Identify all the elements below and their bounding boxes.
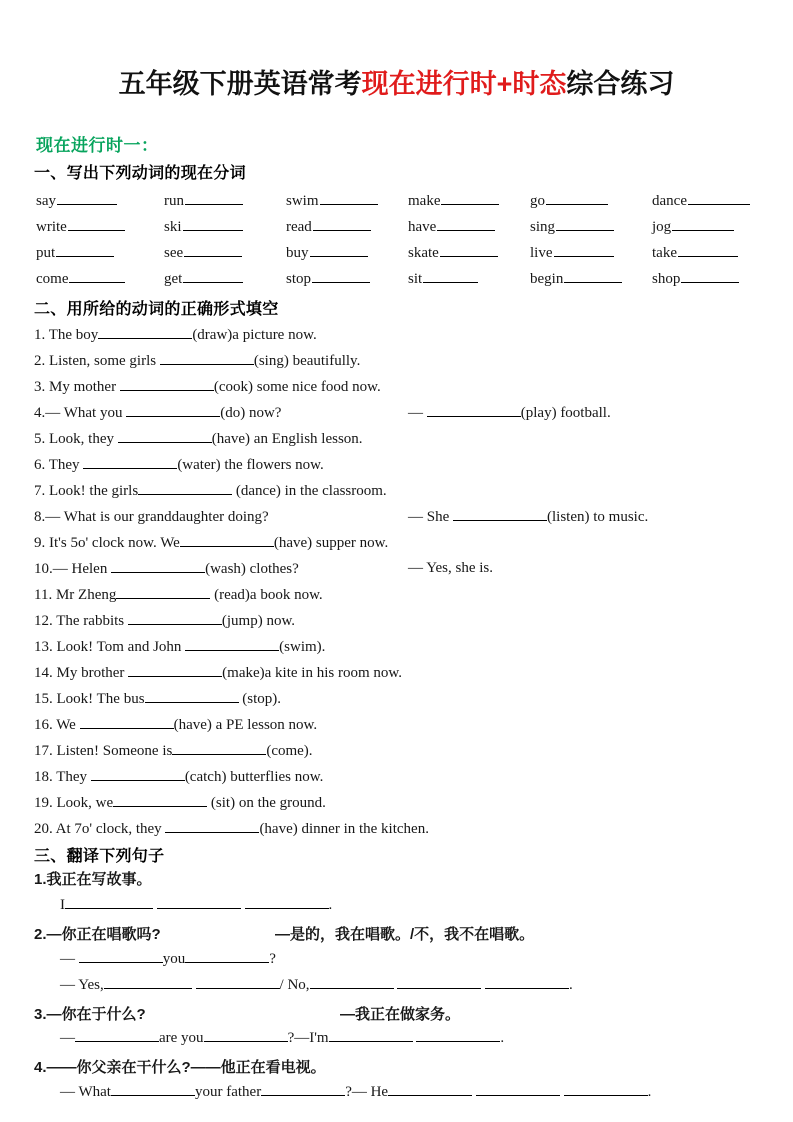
verb-label: write: [36, 219, 67, 235]
verb-label: sit: [408, 271, 423, 287]
answer-blank[interactable]: [185, 950, 269, 963]
verb-label: read: [286, 219, 312, 235]
answer-blank[interactable]: [128, 612, 222, 625]
answer-text: you: [162, 951, 186, 967]
subsection-heading: 现在进行时一：: [36, 136, 159, 155]
question-row[interactable]: [34, 768, 323, 786]
answer-blank[interactable]: [476, 1083, 560, 1096]
question-text: 8.— What is our granddaughter doing?: [34, 509, 269, 525]
answer-blank[interactable]: [65, 896, 153, 909]
question-row[interactable]: [34, 586, 323, 604]
verb-cell[interactable]: [164, 192, 243, 210]
question-text: (do) now?: [220, 405, 282, 421]
verb-cell[interactable]: [530, 244, 614, 262]
question-text: 4.— What you: [34, 405, 127, 421]
question-text: 13. Look! Tom and John: [34, 639, 186, 655]
verb-cell[interactable]: [530, 218, 614, 236]
verb-blank[interactable]: [688, 192, 750, 205]
question-text: (have) a PE lesson now.: [173, 717, 318, 733]
question-text: (cook) some nice food now.: [213, 379, 381, 395]
verb-blank[interactable]: [57, 192, 117, 205]
verb-row: [36, 244, 758, 270]
verb-label: dance: [652, 193, 687, 209]
answer-blank[interactable]: [160, 352, 254, 365]
verb-blank[interactable]: [69, 270, 125, 283]
answer-blank[interactable]: [145, 690, 239, 703]
question-row[interactable]: [34, 508, 269, 526]
verb-blank[interactable]: [184, 244, 242, 257]
verb-label: put: [36, 245, 56, 261]
verb-label: make: [408, 193, 441, 209]
answer-text: .: [328, 897, 333, 913]
verb-blank[interactable]: [546, 192, 608, 205]
title-prefix: 五年级下册英语常考: [118, 69, 362, 99]
verb-cell[interactable]: [164, 244, 242, 262]
verb-label: ski: [164, 219, 182, 235]
verb-blank[interactable]: [313, 218, 371, 231]
answer-text: — What: [60, 1084, 111, 1100]
verb-row: [36, 270, 758, 296]
question-row[interactable]: [34, 742, 313, 760]
verb-blank[interactable]: [672, 218, 734, 231]
verb-label: skate: [408, 245, 439, 261]
answer-blank[interactable]: [111, 560, 205, 573]
question-row[interactable]: [34, 352, 360, 370]
section-2-heading: 二、用所给的动词的正确形式填空: [34, 301, 279, 318]
answer-text: / No,: [279, 977, 310, 993]
question-text: (come).: [266, 743, 313, 759]
verb-blank[interactable]: [183, 270, 243, 283]
translate-prompt: 4.——你父亲在干什么?——他正在看电视。: [34, 1059, 326, 1076]
answer-text: —: [60, 951, 79, 967]
verb-label: take: [652, 245, 677, 261]
title-highlight: 现在进行时+时态: [361, 69, 567, 99]
question-text: 18. They: [34, 769, 91, 785]
question-text: (draw)a picture now.: [192, 327, 317, 343]
question-text: 16. We: [34, 717, 80, 733]
question-text: — Yes, she is.: [408, 560, 494, 576]
answer-blank[interactable]: [98, 326, 192, 339]
translate-prompt: 1.我正在写故事。: [34, 871, 152, 888]
answer-text: .: [569, 977, 573, 993]
answer-blank[interactable]: [261, 1083, 345, 1096]
verb-blank[interactable]: [554, 244, 614, 257]
verb-cell[interactable]: [652, 192, 750, 210]
title-suffix: 综合练习: [566, 69, 675, 99]
question-row[interactable]: [34, 534, 388, 552]
question-row[interactable]: [34, 430, 363, 448]
verb-cell[interactable]: [286, 218, 371, 236]
question-text: (jump) now.: [221, 613, 296, 629]
question-text: 12. The rabbits: [34, 613, 128, 629]
question-text: (have) supper now.: [273, 535, 389, 551]
question-text: 1. The boy: [34, 327, 99, 343]
answer-blank[interactable]: [196, 976, 280, 989]
question-text: (play) football.: [520, 405, 611, 421]
verb-blank[interactable]: [312, 270, 370, 283]
verb-cell[interactable]: [652, 218, 734, 236]
answer-blank[interactable]: [485, 976, 569, 989]
verb-blank[interactable]: [183, 218, 243, 231]
verb-cell[interactable]: [286, 270, 370, 288]
verb-grid: [36, 192, 758, 296]
answer-blank[interactable]: [185, 638, 279, 651]
answer-blank[interactable]: [126, 404, 220, 417]
answer-blank[interactable]: [245, 896, 329, 909]
verb-cell[interactable]: [408, 192, 499, 210]
answer-blank[interactable]: [204, 1029, 288, 1042]
answer-text: .: [647, 1084, 652, 1100]
question-text: 19. Look, we: [34, 795, 114, 811]
question-row[interactable]: [34, 690, 281, 708]
answer-text: your father: [194, 1084, 262, 1100]
question-row-right: [408, 560, 493, 577]
verb-blank[interactable]: [440, 244, 498, 257]
answer-blank[interactable]: [138, 482, 232, 495]
question-text: (have) an English lesson.: [211, 431, 363, 447]
translate-prompt-right: —是的，我在唱歌。/不，我不在唱歌。: [275, 926, 535, 943]
question-text: (catch) butterflies now.: [184, 769, 324, 785]
answer-blank[interactable]: [180, 534, 274, 547]
question-text: 11. Mr Zheng: [34, 587, 117, 603]
page-title: [0, 62, 793, 101]
question-text: 5. Look, they: [34, 431, 118, 447]
answer-text: ?—I'm: [287, 1030, 329, 1046]
question-text: (listen) to music.: [547, 509, 649, 525]
verb-cell[interactable]: [36, 270, 125, 288]
answer-blank[interactable]: [79, 950, 163, 963]
translate-prompt: 2.—你正在唱歌吗?: [34, 926, 161, 943]
question-text: (read)a book now.: [210, 587, 323, 603]
verb-label: come: [36, 271, 69, 287]
verb-cell[interactable]: [408, 270, 478, 288]
section-1-heading: 一、写出下列动词的现在分词: [34, 165, 246, 182]
question-row[interactable]: [34, 482, 387, 500]
question-text: 6. They: [34, 457, 84, 473]
question-row-right[interactable]: [408, 508, 648, 526]
question-text: 15. Look! The bus: [34, 691, 145, 707]
verb-blank[interactable]: [185, 192, 243, 205]
answer-blank[interactable]: [116, 586, 210, 599]
translate-answer-row[interactable]: [60, 1029, 504, 1047]
section-3-heading: 三、翻译下列句子: [34, 848, 165, 865]
question-text: (swim).: [279, 639, 326, 655]
verb-cell[interactable]: [530, 270, 622, 288]
verb-label: go: [530, 193, 545, 209]
translate-answer-row[interactable]: [60, 1083, 651, 1101]
answer-blank[interactable]: [397, 976, 481, 989]
verb-blank[interactable]: [681, 270, 739, 283]
answer-blank[interactable]: [113, 794, 207, 807]
verb-label: begin: [530, 271, 564, 287]
verb-blank[interactable]: [423, 270, 478, 283]
question-row[interactable]: [34, 820, 429, 838]
answer-blank[interactable]: [128, 664, 222, 677]
question-text: (dance) in the classroom.: [232, 483, 387, 499]
answer-text: .: [500, 1030, 505, 1046]
verb-cell[interactable]: [408, 244, 498, 262]
verb-label: say: [36, 193, 56, 209]
verb-row: [36, 218, 758, 244]
answer-text: ?— He: [345, 1084, 389, 1100]
answer-blank[interactable]: [75, 1029, 159, 1042]
verb-cell[interactable]: [530, 192, 608, 210]
question-text: (have) dinner in the kitchen.: [259, 821, 429, 837]
answer-text: —: [60, 1030, 75, 1046]
translate-prompt-right: —我正在做家务。: [340, 1006, 461, 1023]
answer-blank[interactable]: [120, 378, 214, 391]
question-text: (sing) beautifully.: [253, 353, 361, 369]
answer-blank[interactable]: [83, 456, 177, 469]
answer-text: ?: [269, 951, 276, 967]
question-text: (stop).: [238, 691, 282, 707]
answer-blank[interactable]: [80, 716, 174, 729]
verb-cell[interactable]: [36, 218, 125, 236]
verb-label: swim: [286, 193, 319, 209]
answer-blank[interactable]: [91, 768, 185, 781]
answer-blank[interactable]: [427, 404, 521, 417]
verb-blank[interactable]: [56, 244, 114, 257]
verb-blank[interactable]: [556, 218, 614, 231]
question-text: 9. It's 5o' clock now. We: [34, 535, 180, 551]
question-row-right[interactable]: [408, 404, 611, 422]
answer-blank[interactable]: [453, 508, 547, 521]
question-text: (wash) clothes?: [205, 561, 299, 577]
verb-blank[interactable]: [68, 218, 125, 231]
translate-answer-row[interactable]: [60, 896, 332, 914]
verb-cell[interactable]: [286, 192, 378, 210]
verb-label: have: [408, 219, 437, 235]
verb-label: buy: [286, 245, 309, 261]
question-row[interactable]: [34, 612, 295, 630]
verb-label: see: [164, 245, 184, 261]
answer-text: are you: [159, 1030, 204, 1046]
verb-label: live: [530, 245, 553, 261]
verb-blank[interactable]: [320, 192, 378, 205]
question-text: 20. At 7o' clock, they: [34, 821, 166, 837]
answer-blank[interactable]: [416, 1029, 500, 1042]
question-row[interactable]: [34, 404, 281, 422]
answer-blank[interactable]: [118, 430, 212, 443]
question-text: (sit) on the ground.: [207, 795, 326, 811]
translate-answer-row[interactable]: [60, 950, 276, 968]
verb-cell[interactable]: [652, 270, 739, 288]
verb-cell[interactable]: [36, 192, 117, 210]
question-text: 17. Listen! Someone is: [34, 743, 173, 759]
question-row[interactable]: [34, 664, 402, 682]
answer-blank[interactable]: [329, 1029, 413, 1042]
verb-cell[interactable]: [286, 244, 368, 262]
verb-label: shop: [652, 271, 681, 287]
question-row[interactable]: [34, 716, 317, 734]
verb-blank[interactable]: [310, 244, 368, 257]
verb-cell[interactable]: [408, 218, 495, 236]
question-row[interactable]: [34, 794, 326, 812]
question-text: — She: [408, 509, 453, 525]
answer-blank[interactable]: [111, 1083, 195, 1096]
answer-blank[interactable]: [172, 742, 266, 755]
verb-label: jog: [652, 219, 672, 235]
question-text: (water) the flowers now.: [177, 457, 324, 473]
question-row[interactable]: [34, 638, 325, 656]
answer-blank[interactable]: [165, 820, 259, 833]
verb-cell[interactable]: [652, 244, 738, 262]
verb-row: [36, 192, 758, 218]
answer-blank[interactable]: [388, 1083, 472, 1096]
question-row[interactable]: [34, 326, 317, 344]
verb-blank[interactable]: [441, 192, 499, 205]
question-row[interactable]: [34, 378, 381, 396]
verb-blank[interactable]: [678, 244, 738, 257]
answer-blank[interactable]: [157, 896, 241, 909]
answer-text: — Yes,: [60, 977, 104, 993]
answer-blank[interactable]: [104, 976, 192, 989]
translate-prompt: 3.—你在于什么?: [34, 1006, 146, 1023]
answer-blank[interactable]: [310, 976, 394, 989]
question-text: 3. My mother: [34, 379, 120, 395]
verb-cell[interactable]: [164, 270, 243, 288]
question-text: 2. Listen, some girls: [34, 353, 160, 369]
verb-label: stop: [286, 271, 312, 287]
verb-label: run: [164, 193, 184, 209]
verb-cell[interactable]: [164, 218, 243, 236]
question-text: 14. My brother: [34, 665, 129, 681]
question-row[interactable]: [34, 560, 299, 578]
verb-blank[interactable]: [564, 270, 622, 283]
question-row[interactable]: [34, 456, 324, 474]
verb-blank[interactable]: [437, 218, 495, 231]
question-text: (make)a kite in his room now.: [222, 665, 402, 681]
question-text: —: [408, 405, 427, 421]
translate-answer-row[interactable]: [60, 976, 573, 994]
question-text: 10.— Helen: [34, 561, 112, 577]
verb-cell[interactable]: [36, 244, 114, 262]
question-text: 7. Look! the girls: [34, 483, 139, 499]
answer-text: I: [60, 897, 65, 913]
verb-label: get: [164, 271, 183, 287]
answer-blank[interactable]: [564, 1083, 648, 1096]
verb-label: sing: [530, 219, 556, 235]
